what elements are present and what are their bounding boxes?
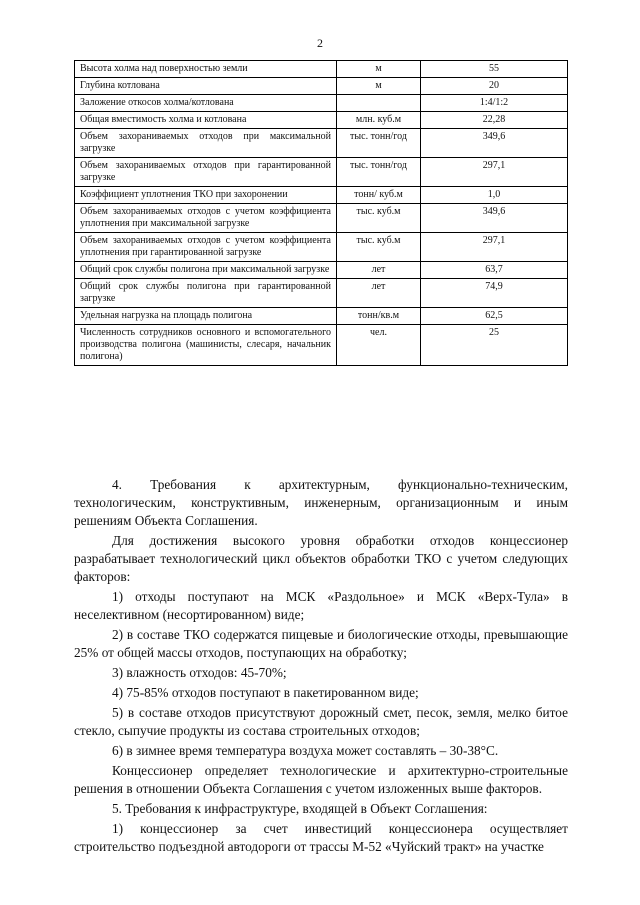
table-row [75, 204, 568, 233]
unit-cell: лет [337, 279, 421, 308]
param-cell: Объем захораниваемых отходов с учетом коэффициента уплотнения при максимальной загрузке [75, 204, 337, 233]
value-cell: 62,5 [421, 308, 568, 325]
unit-cell: лет [337, 262, 421, 279]
param-cell: Объем захораниваемых отходов при максимальной загрузке [75, 129, 337, 158]
value-cell: 20 [421, 78, 568, 95]
param-cell: Объем захораниваемых отходов с учетом коэффициента уплотнения при гарантированной загрузке [75, 233, 337, 262]
unit-cell: тыс. тонн/год [337, 158, 421, 187]
param-cell: Общий срок службы полигона при максимальной загрузке [75, 262, 337, 279]
paragraph: 1) отходы поступают на МСК «Раздольное» и МСК «Верх-Тула» в неселективном (несортированном) виде; [74, 589, 568, 622]
unit-cell: тыс. куб.м [337, 204, 421, 233]
paragraph: 1) концессионер за счет инвестиций концессионера осуществляет строительство подъездной автодороги от трассы М-52 «Чуйский тракт» на участке [74, 821, 568, 854]
param-cell: Общий срок службы полигона при гарантированной загрузке [75, 279, 337, 308]
table-row [75, 78, 568, 95]
paragraph: 4) 75-85% отходов поступают в пакетированном виде; [112, 685, 419, 700]
value-cell: 55 [421, 61, 568, 78]
param-cell: Общая вместимость холма и котлована [75, 112, 337, 129]
value-cell: 349,6 [421, 129, 568, 158]
table-row [75, 158, 568, 187]
paragraph: 5. Требования к инфраструктуре, входящей в Объект Соглашения: [112, 801, 488, 816]
unit-cell: м [337, 61, 421, 78]
unit-cell: м [337, 78, 421, 95]
body-text [74, 476, 568, 858]
param-cell: Объем захораниваемых отходов при гарантированной загрузке [75, 158, 337, 187]
table-row [75, 187, 568, 204]
unit-cell: чел. [337, 325, 421, 366]
unit-cell: тыс. тонн/год [337, 129, 421, 158]
param-cell: Глубина котлована [75, 78, 337, 95]
value-cell: 349,6 [421, 204, 568, 233]
paragraph: 5) в составе отходов присутствуют дорожный смет, песок, земля, мелко битое стекло, сыпучие продукты из состава строительных отходов; [74, 705, 568, 738]
value-cell: 297,1 [421, 233, 568, 262]
paragraph: Концессионер определяет технологические и архитектурно-строительные решения в отношении Объекта Соглашения с учетом изложенных выше факторов. [74, 763, 568, 796]
value-cell: 297,1 [421, 158, 568, 187]
parameters-table [74, 60, 568, 366]
unit-cell: тыс. куб.м [337, 233, 421, 262]
value-cell: 74,9 [421, 279, 568, 308]
value-cell: 1:4/1:2 [421, 95, 568, 112]
value-cell: 25 [421, 325, 568, 366]
value-cell: 63,7 [421, 262, 568, 279]
table-row [75, 308, 568, 325]
paragraph: 2) в составе ТКО содержатся пищевые и биологические отходы, превышающие 25% от общей массы отходов, поступающих на обработку; [74, 627, 568, 660]
value-cell: 22,28 [421, 112, 568, 129]
table-row [75, 325, 568, 366]
table-row [75, 61, 568, 78]
paragraph: Для достижения высокого уровня обработки отходов концессионер разрабатывает технологический цикл объектов обработки ТКО с учетом следующих факторов: [74, 533, 568, 584]
param-cell: Заложение откосов холма/котлована [75, 95, 337, 112]
table-row [75, 129, 568, 158]
paragraph: 3) влажность отходов: 45-70%; [112, 665, 287, 680]
param-cell: Коэффициент уплотнения ТКО при захоронении [75, 187, 337, 204]
unit-cell [337, 95, 421, 112]
value-cell: 1,0 [421, 187, 568, 204]
paragraph: 6) в зимнее время температура воздуха может составлять – 30-38°С. [112, 743, 499, 758]
param-cell: Удельная нагрузка на площадь полигона [75, 308, 337, 325]
page-number: 2 [317, 36, 323, 50]
table-row [75, 95, 568, 112]
table-row [75, 112, 568, 129]
unit-cell: тонн/ куб.м [337, 187, 421, 204]
table-row [75, 233, 568, 262]
paragraph: 4. Требования к архитектурным, функционально-техническим, технологическим, конструктивным, инженерным, организационным и иным решениям Объекта Соглашения. [74, 477, 568, 528]
table-row [75, 262, 568, 279]
param-cell: Высота холма над поверхностью земли [75, 61, 337, 78]
unit-cell: тонн/кв.м [337, 308, 421, 325]
table-row [75, 279, 568, 308]
param-cell: Численность сотрудников основного и вспомогательного производства полигона (машинисты, слесаря, начальник полигона) [75, 325, 337, 366]
unit-cell: млн. куб.м [337, 112, 421, 129]
